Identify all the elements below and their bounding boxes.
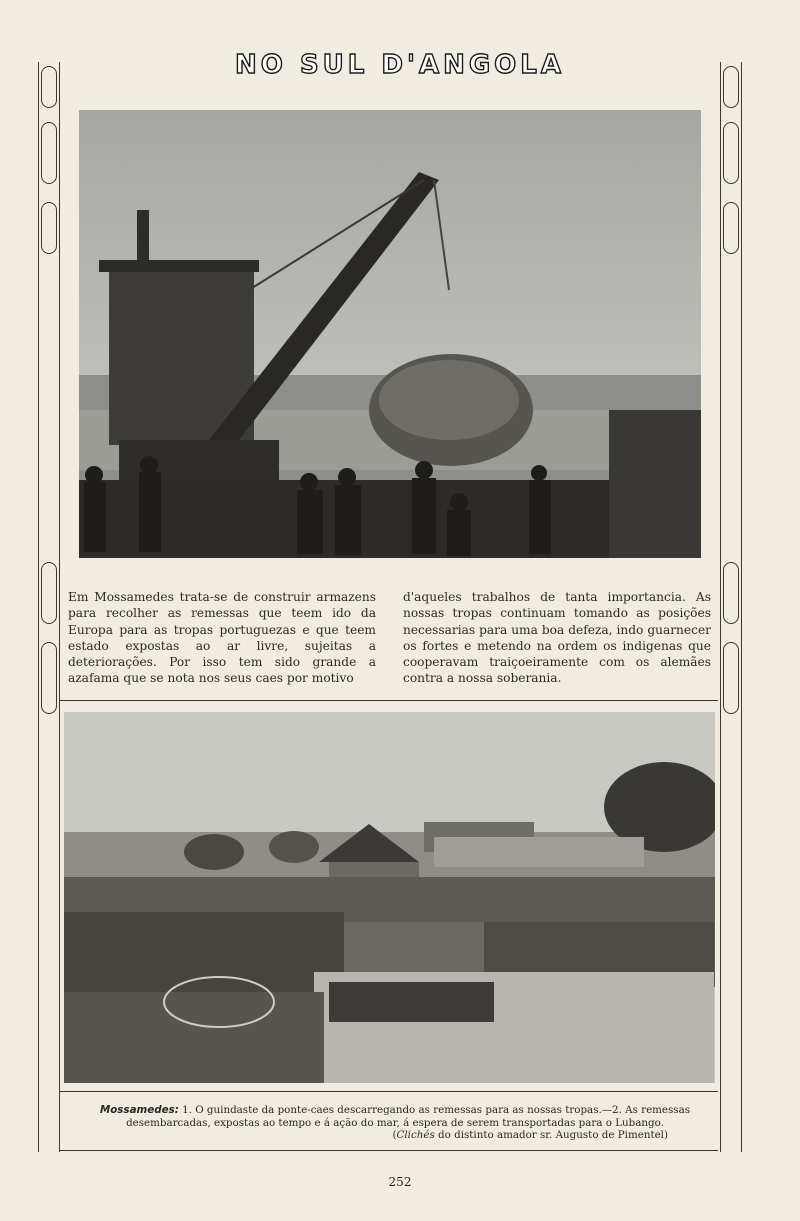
photo-caption xyxy=(60,1091,718,1151)
credit-paren: ( xyxy=(392,1129,397,1142)
credit-text: do distinto amador sr. Augusto de Pimentel) xyxy=(438,1129,668,1142)
right-ornamental-border xyxy=(720,62,742,1152)
credit-cliches: Clichés xyxy=(396,1129,435,1142)
article-column-1: Em Mossamedes trata-se de construir armazens para recolher as remessas que teem ido da Europa para as tropas portuguezas e que teem estado expostas ao ar livre, sujeitas a deteriorações. Por isso tem sido grande a azafama que se nota nos seus caes por motivo xyxy=(68,590,376,686)
quay-photo-graphic xyxy=(64,712,715,1083)
divider-line xyxy=(60,700,718,701)
photo-cargo-quay xyxy=(64,712,715,1083)
caption-lead: Mossamedes: xyxy=(99,1104,179,1116)
article-column-2: d'aqueles trabalhos de tanta importancia. As nossas tropas continuam tomando as posições necessarias para uma boa defeza, indo guarnecer os fortes e metendo na ordem os indigenas que cooperavam traiçoeiramente com os alemães contra a nossa soberania. xyxy=(403,590,711,686)
left-ornamental-border xyxy=(38,62,60,1152)
page-title: NO SUL D'ANGOLA xyxy=(235,50,565,80)
page-number: 252 xyxy=(388,1175,412,1189)
caption-credit xyxy=(92,1129,698,1142)
photo-crane-unloading xyxy=(79,110,701,558)
caption-body: 1. O guindaste da ponte-caes descarregando as remessas para as nossas tropas.—2. As remessas desembarcadas, expostas ao tempo e á ação do mar, á espera de serem transportadas para o Lubango. xyxy=(126,1104,691,1129)
crane-photo-graphic xyxy=(79,110,701,558)
